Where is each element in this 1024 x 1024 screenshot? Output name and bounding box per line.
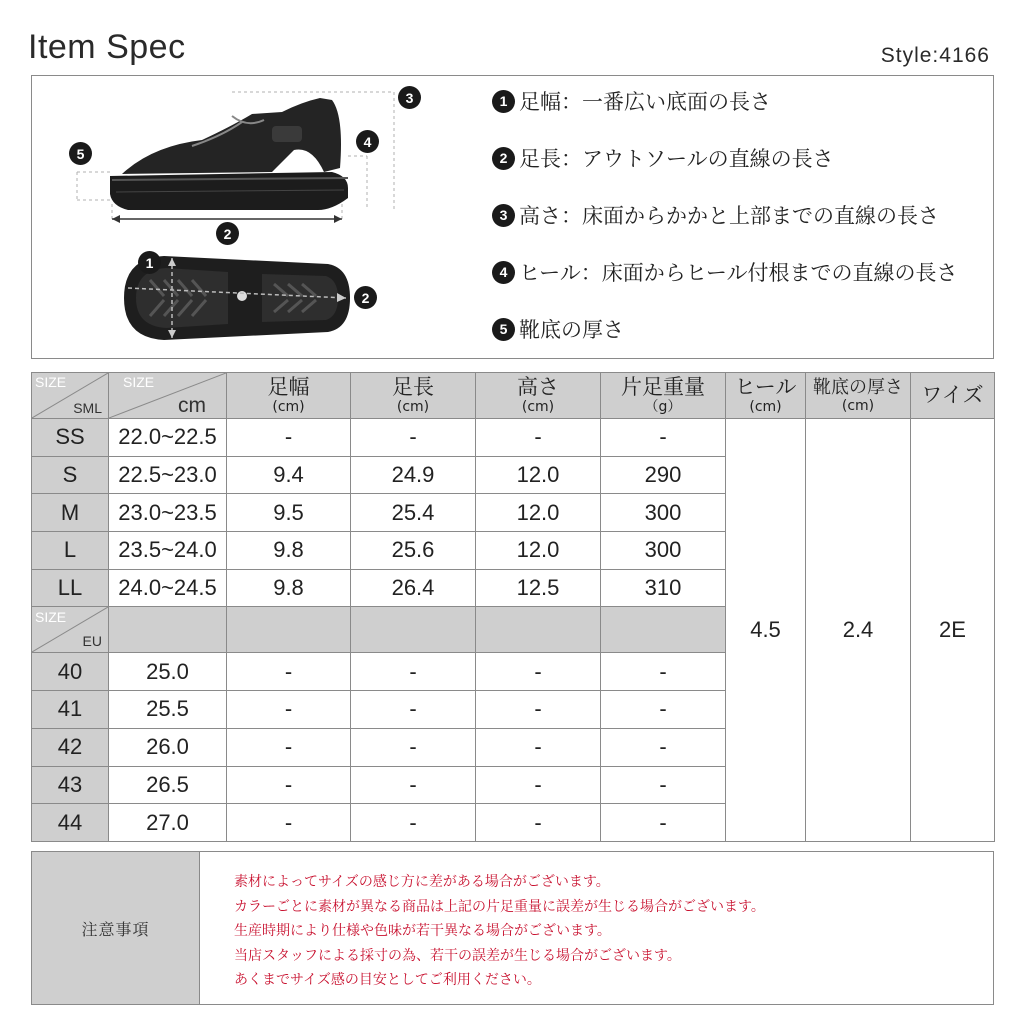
width-value: 9.8 [227, 569, 351, 607]
header-length: 足長 (cm) [351, 373, 476, 419]
header-weight: 片足重量 （g） [601, 373, 726, 419]
heel-value: 4.5 [726, 419, 806, 842]
note-line: 素材によってサイズの感じ方に差がある場合がございます。 [234, 874, 610, 890]
notes-label: 注意事項 [32, 852, 200, 1004]
height-value: 12.0 [476, 494, 601, 532]
marker-1: 1 [138, 251, 161, 274]
legend-text: 靴底の厚さ [519, 318, 624, 342]
weight-value: 300 [601, 532, 726, 570]
legend-item-length [492, 143, 834, 173]
legend-item-sole [492, 314, 624, 344]
height-value: - [476, 691, 601, 729]
marker-5: 5 [69, 142, 92, 165]
notes-panel [31, 851, 994, 1005]
legend-marker-1: 1 [492, 90, 515, 113]
notes-body [200, 852, 993, 1004]
weight-value: - [601, 728, 726, 766]
size-label: SS [32, 419, 109, 457]
height-value: - [476, 419, 601, 457]
height-value: - [476, 804, 601, 842]
wise-value: 2E [911, 419, 995, 842]
header-width: 足幅 (cm) [227, 373, 351, 419]
note-line: 生産時期により仕様や色味が若干異なる場合がございます。 [234, 923, 611, 939]
weight-value: 290 [601, 456, 726, 494]
legend-text: ヒール：床面からヒール付根までの直線の長さ [519, 261, 958, 285]
weight-value: - [601, 691, 726, 729]
note-line: 当店スタッフによる採寸の為、若干の誤差が生じる場合がございます。 [234, 947, 681, 964]
weight-value: - [601, 419, 726, 457]
corner-size-eu: SIZE EU [32, 607, 109, 653]
eu-header-blank [227, 607, 351, 653]
size-cm: 23.0~23.5 [109, 494, 227, 532]
eu-header-blank [109, 607, 227, 653]
size-cm: 23.5~24.0 [109, 532, 227, 570]
header-height: 高さ (cm) [476, 373, 601, 419]
width-value: - [227, 691, 351, 729]
legend-marker-2: 2 [492, 147, 515, 170]
weight-value: 310 [601, 569, 726, 607]
width-value: 9.4 [227, 456, 351, 494]
size-label: LL [32, 569, 109, 607]
size-cm: 26.0 [109, 728, 227, 766]
length-value: - [351, 728, 476, 766]
header-wise: ワイズ [911, 373, 995, 419]
table-header-row [32, 373, 995, 419]
size-cm: 24.0~24.5 [109, 569, 227, 607]
corner-size-sml: SIZE SML [32, 373, 109, 419]
weight-value: - [601, 653, 726, 691]
weight-value: - [601, 804, 726, 842]
length-value: - [351, 653, 476, 691]
height-value: 12.5 [476, 569, 601, 607]
note-line: カラーごとに素材が異なる商品は上記の片足重量に誤差が生じる場合がございます。 [234, 898, 765, 915]
width-value: - [227, 419, 351, 457]
height-value: - [476, 766, 601, 804]
legend-text: 高さ：床面からかかと上部までの直線の長さ [519, 204, 939, 228]
weight-value: 300 [601, 494, 726, 532]
note-line: あくまでサイズ感の目安としてご利用ください。 [234, 972, 541, 988]
length-value: - [351, 691, 476, 729]
length-value: - [351, 766, 476, 804]
width-value: - [227, 653, 351, 691]
weight-value: - [601, 766, 726, 804]
size-label: 41 [32, 691, 109, 729]
size-label: S [32, 456, 109, 494]
header-sole: 靴底の厚さ (cm) [806, 373, 911, 419]
length-value: 25.4 [351, 494, 476, 532]
width-value: 9.8 [227, 532, 351, 570]
size-cm: 26.5 [109, 766, 227, 804]
marker-3: 3 [398, 86, 421, 109]
width-value: - [227, 728, 351, 766]
size-cm: 27.0 [109, 804, 227, 842]
marker-2-sole: 2 [354, 286, 377, 309]
style-number: Style:4166 [880, 44, 990, 67]
eu-header-blank [351, 607, 476, 653]
height-value: - [476, 728, 601, 766]
height-value: 12.0 [476, 456, 601, 494]
spec-panel [31, 75, 994, 359]
height-value: 12.0 [476, 532, 601, 570]
legend-text: 足幅：一番広い底面の長さ [519, 90, 771, 114]
legend-item-heel [492, 257, 957, 287]
marker-4: 4 [356, 130, 379, 153]
legend-item-height [492, 200, 939, 230]
length-value: 25.6 [351, 532, 476, 570]
legend-marker-5: 5 [492, 318, 515, 341]
eu-header-blank [476, 607, 601, 653]
size-label: 42 [32, 728, 109, 766]
measurement-legend [462, 76, 995, 360]
size-cm: 25.5 [109, 691, 227, 729]
size-cm: 22.0~22.5 [109, 419, 227, 457]
length-value: 24.9 [351, 456, 476, 494]
size-label: 43 [32, 766, 109, 804]
width-value: - [227, 766, 351, 804]
size-label: M [32, 494, 109, 532]
header-heel: ヒール (cm) [726, 373, 806, 419]
corner-size-cm: SIZE cm [109, 373, 227, 419]
size-label: L [32, 532, 109, 570]
width-value: 9.5 [227, 494, 351, 532]
size-label: 44 [32, 804, 109, 842]
length-value: - [351, 419, 476, 457]
length-value: - [351, 804, 476, 842]
size-cm: 22.5~23.0 [109, 456, 227, 494]
size-label: 40 [32, 653, 109, 691]
legend-text: 足長：アウトソールの直線の長さ [519, 147, 834, 171]
height-value: - [476, 653, 601, 691]
size-cm: 25.0 [109, 653, 227, 691]
sandal-side-view [110, 98, 348, 210]
legend-marker-4: 4 [492, 261, 515, 284]
table-row [32, 419, 995, 457]
eu-header-blank [601, 607, 726, 653]
sole-value: 2.4 [806, 419, 911, 842]
length-value: 26.4 [351, 569, 476, 607]
width-value: - [227, 804, 351, 842]
shoe-diagram [32, 76, 462, 360]
marker-2-side: 2 [216, 222, 239, 245]
legend-item-width [492, 86, 771, 116]
shoe-illustration [32, 76, 462, 360]
legend-marker-3: 3 [492, 204, 515, 227]
page-title: Item Spec [28, 28, 186, 66]
size-table [31, 372, 995, 842]
